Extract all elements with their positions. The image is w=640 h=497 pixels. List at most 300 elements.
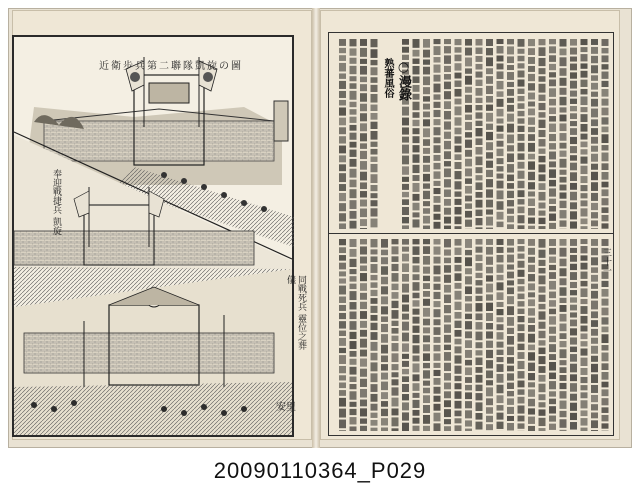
text-glyph — [507, 255, 514, 263]
text-glyph — [413, 300, 420, 306]
text-glyph — [423, 226, 430, 229]
text-glyph — [476, 255, 483, 261]
text-glyph — [591, 275, 598, 282]
text-glyph — [591, 356, 598, 362]
text-glyph — [570, 192, 577, 201]
text-glyph — [455, 207, 462, 215]
text-glyph — [423, 395, 430, 403]
text-glyph — [528, 218, 535, 224]
text-glyph — [413, 239, 420, 244]
text-glyph — [402, 118, 409, 126]
text-glyph — [602, 353, 609, 362]
text-glyph — [360, 143, 367, 149]
text-glyph — [434, 127, 441, 135]
text-glyph — [539, 226, 546, 229]
text-glyph — [549, 143, 556, 149]
text-glyph — [539, 409, 546, 415]
text-glyph — [591, 83, 598, 90]
text-glyph — [549, 134, 556, 141]
text-glyph — [444, 419, 451, 424]
text-glyph — [434, 163, 441, 169]
text-glyph — [518, 225, 525, 229]
text-glyph — [486, 113, 493, 122]
text-glyph — [570, 128, 577, 135]
text-glyph — [570, 121, 577, 126]
text-glyph — [560, 287, 567, 296]
text-glyph — [392, 292, 399, 299]
text-glyph — [444, 363, 451, 371]
text-glyph — [591, 182, 598, 191]
text-glyph — [465, 350, 472, 358]
text-glyph — [444, 352, 451, 361]
text-glyph — [528, 93, 535, 100]
text-glyph — [507, 239, 514, 246]
text-glyph — [434, 222, 441, 229]
text-glyph — [591, 164, 598, 170]
text-glyph — [476, 182, 483, 190]
text-glyph — [507, 357, 514, 364]
text-glyph — [371, 105, 378, 111]
text-glyph — [444, 249, 451, 255]
text-glyph — [465, 68, 472, 73]
text-glyph — [602, 363, 609, 370]
text-glyph — [549, 344, 556, 352]
text-glyph — [518, 344, 525, 350]
text-glyph — [560, 210, 567, 218]
text-glyph — [560, 57, 567, 66]
text-glyph — [465, 132, 472, 137]
text-glyph — [455, 355, 462, 363]
book-gutter — [312, 8, 320, 448]
text-glyph — [518, 279, 525, 284]
text-glyph — [444, 239, 451, 247]
text-glyph — [381, 345, 388, 354]
text-glyph — [476, 192, 483, 198]
text-glyph — [434, 155, 441, 161]
text-glyph — [339, 348, 346, 353]
text-glyph — [444, 295, 451, 303]
text-glyph — [518, 309, 525, 314]
text-glyph — [591, 430, 598, 431]
text-glyph — [339, 375, 346, 380]
text-glyph — [434, 301, 441, 307]
text-glyph — [560, 305, 567, 312]
text-glyph — [339, 355, 346, 364]
text-glyph — [528, 102, 535, 107]
text-glyph — [549, 116, 556, 122]
text-glyph — [560, 239, 567, 246]
text-glyph — [497, 282, 504, 290]
text-glyph — [570, 221, 577, 228]
text-glyph — [455, 283, 462, 289]
text-glyph — [539, 103, 546, 110]
text-glyph — [339, 430, 346, 431]
text-glyph — [497, 275, 504, 281]
text-glyph — [350, 249, 357, 257]
text-glyph — [350, 367, 357, 375]
text-glyph — [570, 81, 577, 89]
text-glyph — [528, 283, 535, 290]
text-glyph — [444, 335, 451, 343]
text-glyph — [371, 404, 378, 411]
text-glyph — [539, 139, 546, 146]
text-glyph — [381, 382, 388, 391]
text-glyph — [486, 179, 493, 187]
text-glyph — [602, 415, 609, 421]
text-glyph — [549, 406, 556, 413]
text-glyph — [570, 106, 577, 111]
text-glyph — [465, 211, 472, 218]
text-glyph — [581, 96, 588, 105]
text-glyph — [465, 105, 472, 113]
text-glyph — [549, 257, 556, 263]
text-glyph — [560, 360, 567, 365]
text-glyph — [371, 420, 378, 426]
text-glyph — [539, 260, 546, 266]
text-glyph — [486, 380, 493, 385]
text-glyph — [455, 181, 462, 189]
text-glyph — [560, 39, 567, 47]
text-glyph — [528, 325, 535, 332]
text-glyph — [402, 137, 409, 143]
text-glyph — [549, 239, 556, 246]
text-glyph — [497, 46, 504, 53]
text-glyph — [434, 57, 441, 62]
text-glyph — [539, 375, 546, 382]
text-glyph — [507, 423, 514, 430]
text-glyph — [434, 84, 441, 93]
text-glyph — [549, 72, 556, 77]
text-glyph — [465, 303, 472, 311]
text-glyph — [549, 46, 556, 53]
text-glyph — [360, 408, 367, 416]
text-glyph — [581, 400, 588, 408]
text-glyph — [581, 193, 588, 198]
text-glyph — [549, 151, 556, 159]
text-glyph — [339, 278, 346, 283]
text-glyph — [360, 311, 367, 319]
text-glyph — [444, 391, 451, 398]
text-glyph — [591, 420, 598, 428]
text-glyph — [392, 264, 399, 271]
text-glyph — [507, 114, 514, 122]
text-glyph — [602, 153, 609, 162]
text-glyph — [402, 263, 409, 272]
text-glyph — [549, 391, 556, 396]
text-glyph — [444, 208, 451, 215]
text-glyph — [518, 423, 525, 428]
text-glyph — [497, 201, 504, 210]
text-glyph — [444, 82, 451, 90]
text-glyph — [455, 330, 462, 337]
text-glyph — [423, 128, 430, 137]
text-glyph — [360, 426, 367, 431]
text-glyph — [497, 264, 504, 272]
text-glyph — [392, 328, 399, 334]
text-glyph — [591, 56, 598, 63]
text-glyph — [360, 350, 367, 357]
text-glyph — [497, 71, 504, 79]
text-glyph — [350, 377, 357, 382]
text-glyph — [507, 208, 514, 213]
text-glyph — [350, 302, 357, 309]
text-glyph — [549, 292, 556, 299]
text-glyph — [455, 199, 462, 205]
text-glyph — [476, 393, 483, 400]
text-glyph — [497, 141, 504, 147]
text-glyph — [528, 265, 535, 272]
text-glyph — [455, 273, 462, 281]
text-glyph — [560, 383, 567, 389]
text-glyph — [434, 137, 441, 143]
text-glyph — [392, 256, 399, 262]
text-glyph — [371, 77, 378, 83]
text-glyph — [465, 48, 472, 56]
text-glyph — [581, 368, 588, 375]
text-glyph — [549, 399, 556, 405]
text-glyph — [402, 314, 409, 320]
text-glyph — [549, 79, 556, 86]
text-glyph — [581, 176, 588, 183]
text-glyph — [497, 63, 504, 69]
text-glyph — [392, 310, 399, 319]
text-glyph — [560, 298, 567, 303]
text-glyph — [371, 373, 378, 382]
text-glyph — [486, 398, 493, 405]
text-glyph — [350, 284, 357, 289]
text-glyph — [591, 154, 598, 162]
text-glyph — [350, 276, 357, 281]
text-glyph — [339, 255, 346, 261]
text-glyph — [339, 296, 346, 302]
text-glyph — [350, 142, 357, 148]
text-glyph — [371, 39, 378, 47]
text-glyph — [497, 181, 504, 189]
text-glyph — [518, 118, 525, 123]
text-glyph — [360, 77, 367, 83]
text-glyph — [581, 157, 588, 164]
text-glyph — [549, 206, 556, 212]
text-glyph — [360, 191, 367, 197]
text-glyph — [360, 200, 367, 207]
text-glyph — [528, 257, 535, 263]
text-glyph — [528, 191, 535, 196]
text-glyph — [339, 213, 346, 221]
text-glyph — [423, 405, 430, 413]
text-glyph — [360, 93, 367, 102]
text-glyph — [507, 373, 514, 380]
text-glyph — [497, 317, 504, 322]
text-glyph — [518, 324, 525, 331]
text-glyph — [476, 121, 483, 126]
text-glyph — [423, 174, 430, 182]
text-glyph — [350, 83, 357, 89]
text-glyph — [350, 417, 357, 424]
text-glyph — [602, 289, 609, 297]
text-glyph — [539, 275, 546, 284]
text-glyph — [350, 402, 357, 407]
text-glyph — [444, 66, 451, 72]
text-glyph — [528, 161, 535, 169]
text-glyph — [465, 95, 472, 103]
text-glyph — [549, 424, 556, 430]
text-glyph — [591, 212, 598, 218]
text-glyph — [591, 374, 598, 383]
text-glyph — [486, 257, 493, 265]
text-glyph — [402, 145, 409, 154]
text-glyph — [518, 405, 525, 413]
text-glyph — [507, 248, 514, 253]
text-glyph — [465, 268, 472, 274]
illustration — [12, 35, 306, 437]
text-glyph — [507, 56, 514, 63]
text-glyph — [339, 223, 346, 229]
text-glyph — [591, 291, 598, 299]
text-glyph — [486, 360, 493, 368]
text-glyph — [507, 280, 514, 285]
text-glyph — [381, 286, 388, 294]
text-glyph — [444, 199, 451, 206]
text-glyph — [602, 407, 609, 413]
text-glyph — [392, 353, 399, 362]
text-glyph — [497, 81, 504, 89]
text-glyph — [581, 326, 588, 332]
text-glyph — [570, 337, 577, 344]
text-glyph — [476, 64, 483, 70]
text-glyph — [591, 412, 598, 418]
text-glyph — [581, 107, 588, 112]
text-glyph — [371, 94, 378, 103]
text-glyph — [549, 99, 556, 106]
text-glyph — [476, 138, 483, 145]
text-glyph — [465, 220, 472, 227]
text-glyph — [476, 313, 483, 320]
text-glyph — [581, 39, 588, 45]
text-glyph — [444, 101, 451, 109]
text-glyph — [371, 157, 378, 162]
text-glyph — [413, 293, 420, 299]
text-glyph — [602, 198, 609, 205]
text-glyph — [476, 147, 483, 155]
text-glyph — [381, 250, 388, 256]
text-glyph — [581, 124, 588, 132]
text-glyph — [350, 391, 357, 399]
text-glyph — [581, 149, 588, 154]
text-glyph — [539, 311, 546, 319]
text-glyph — [602, 39, 609, 46]
text-glyph — [497, 174, 504, 179]
text-glyph — [455, 257, 462, 263]
text-glyph — [570, 172, 577, 181]
text-glyph — [360, 239, 367, 244]
text-glyph — [455, 73, 462, 79]
text-glyph — [339, 48, 346, 53]
text-glyph — [444, 217, 451, 224]
text-glyph — [518, 63, 525, 68]
text-glyph — [423, 299, 430, 306]
text-glyph — [476, 332, 483, 341]
text-glyph — [444, 91, 451, 99]
text-glyph — [339, 390, 346, 396]
text-glyph — [402, 247, 409, 252]
text-glyph — [402, 402, 409, 410]
text-glyph — [518, 246, 525, 251]
text-glyph — [381, 239, 388, 248]
text-glyph — [476, 128, 483, 136]
text-glyph — [549, 300, 556, 307]
text-glyph — [339, 100, 346, 106]
text-glyph — [476, 210, 483, 216]
text-glyph — [581, 418, 588, 425]
text-glyph — [413, 219, 420, 227]
text-glyph — [360, 161, 367, 170]
text-glyph — [423, 344, 430, 351]
text-glyph — [434, 171, 441, 178]
text-glyph — [581, 89, 588, 95]
text-glyph — [528, 248, 535, 255]
text-glyph — [486, 267, 493, 274]
text-glyph — [570, 57, 577, 62]
text-glyph — [465, 257, 472, 266]
text-glyph — [423, 256, 430, 265]
text-glyph — [434, 396, 441, 402]
text-glyph — [560, 192, 567, 198]
text-glyph — [371, 185, 378, 191]
text-glyph — [402, 354, 409, 359]
text-glyph — [570, 394, 577, 401]
text-glyph — [402, 333, 409, 342]
text-glyph — [476, 322, 483, 330]
text-glyph — [350, 117, 357, 123]
text-glyph — [591, 338, 598, 344]
text-glyph — [360, 359, 367, 367]
text-glyph — [444, 373, 451, 380]
text-glyph — [371, 428, 378, 431]
text-glyph — [518, 181, 525, 188]
text-glyph — [371, 264, 378, 273]
text-glyph — [507, 200, 514, 206]
text-glyph — [560, 170, 567, 175]
text-glyph — [591, 137, 598, 144]
text-glyph — [371, 200, 378, 206]
text-glyph — [465, 150, 472, 157]
text-glyph — [570, 239, 577, 246]
text-glyph — [392, 321, 399, 326]
text-glyph — [507, 135, 514, 144]
text-glyph — [350, 341, 357, 349]
text-glyph — [465, 377, 472, 383]
text-glyph — [486, 239, 493, 245]
text-glyph — [507, 164, 514, 172]
text-glyph — [581, 316, 588, 324]
text-glyph — [360, 172, 367, 181]
text-glyph — [486, 331, 493, 338]
text-glyph — [413, 175, 420, 181]
text-glyph — [581, 358, 588, 366]
text-glyph — [570, 290, 577, 295]
text-glyph — [455, 136, 462, 143]
text-glyph — [560, 115, 567, 122]
text-glyph — [518, 371, 525, 378]
text-glyph — [486, 86, 493, 94]
text-glyph — [455, 418, 462, 423]
text-glyph — [497, 39, 504, 44]
text-glyph — [486, 247, 493, 255]
text-glyph — [507, 46, 514, 54]
text-glyph — [539, 418, 546, 426]
text-glyph — [423, 96, 430, 101]
text-glyph — [423, 60, 430, 65]
